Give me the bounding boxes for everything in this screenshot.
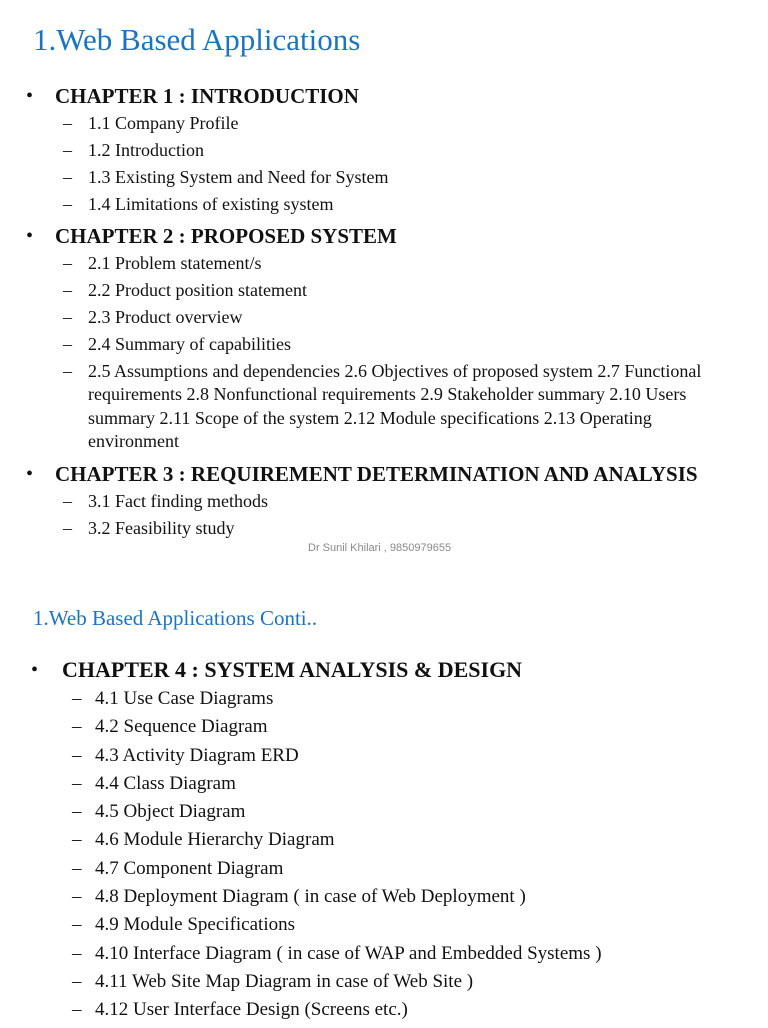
slide-2: [0, 590, 768, 1024]
subsection-item: [62, 771, 728, 796]
subsection-item: [62, 941, 728, 966]
bullet-icon: •: [26, 85, 34, 107]
subsection-list: [55, 490, 728, 540]
subsection-item: [62, 686, 728, 711]
dash-icon: –: [63, 517, 72, 538]
subsection-label: 2.1 Problem statement/s: [88, 253, 262, 274]
subsection-label: 4.9 Module Specifications: [95, 914, 295, 936]
subsection-label: 4.8 Deployment Diagram ( in case of Web Deployment ): [95, 886, 526, 908]
dash-icon: –: [72, 942, 82, 964]
subsection-item: [62, 827, 728, 852]
chapter-list: [0, 656, 768, 1028]
subsection-item: [62, 969, 728, 994]
subsection-label: 4.12 User Interface Design (Screens etc.): [95, 999, 408, 1021]
dash-icon: –: [63, 139, 72, 160]
dash-icon: –: [63, 306, 72, 327]
subsection-label: 2.4 Summary of capabilities: [88, 333, 291, 354]
subsection-list: [55, 252, 728, 454]
subsection-label: 1.3 Existing System and Need for System: [88, 166, 389, 187]
subsection-list: [55, 112, 728, 216]
subsection-item: [55, 193, 728, 217]
subsection-item: [55, 490, 728, 514]
subsection-item: [55, 166, 728, 190]
subsection-item: [55, 360, 728, 454]
dash-icon: –: [72, 914, 82, 936]
slide-footer: Dr Sunil Khilari , 9850979655: [308, 542, 452, 554]
subsection-item: [55, 517, 728, 541]
subsection-item: [62, 799, 728, 824]
subsection-item: [62, 743, 728, 768]
dash-icon: –: [72, 801, 82, 823]
chapter-item: [0, 460, 768, 540]
subsection-label: 4.2 Sequence Diagram: [95, 716, 268, 738]
subsection-label: 1.2 Introduction: [88, 139, 204, 160]
subsection-item: [55, 252, 728, 276]
slide-title: 1.Web Based Applications: [33, 22, 361, 57]
dash-icon: –: [72, 829, 82, 851]
bullet-icon: •: [31, 659, 39, 681]
subsection-label: 2.2 Product position statement: [88, 280, 307, 301]
dash-icon: –: [63, 253, 72, 274]
dash-icon: –: [72, 688, 82, 709]
chapter-heading: CHAPTER 1 : INTRODUCTION: [55, 84, 359, 108]
chapter-item: [0, 656, 768, 1022]
subsection-item: [55, 333, 728, 357]
subsection-item: [55, 112, 728, 136]
dash-icon: –: [72, 744, 82, 766]
subsection-item: [55, 139, 728, 163]
subsection-item: [62, 884, 728, 909]
chapter-item: [0, 222, 768, 454]
subsection-label: 2.3 Product overview: [88, 306, 243, 327]
dash-icon: –: [63, 166, 72, 187]
subsection-label: 1.4 Limitations of existing system: [88, 193, 334, 214]
dash-icon: –: [63, 280, 72, 301]
subsection-label: 4.1 Use Case Diagrams: [95, 688, 274, 709]
subsection-item: [62, 856, 728, 881]
chapter-item: [0, 82, 768, 216]
dash-icon: –: [72, 857, 82, 879]
subsection-label: 3.2 Feasibility study: [88, 517, 235, 538]
subsection-item: [55, 306, 728, 330]
dash-icon: –: [72, 772, 82, 794]
dash-icon: –: [63, 113, 72, 133]
subsection-label: 4.7 Component Diagram: [95, 857, 284, 879]
dash-icon: –: [63, 360, 72, 381]
bullet-icon: •: [26, 462, 34, 485]
slide-title: 1.Web Based Applications Conti..: [33, 606, 318, 630]
dash-icon: –: [72, 970, 82, 992]
subsection-label: 4.4 Class Diagram: [95, 772, 236, 794]
subsection-label: 4.6 Module Hierarchy Diagram: [95, 829, 335, 851]
subsection-label: 1.1 Company Profile: [88, 113, 239, 133]
subsection-item: [62, 997, 728, 1022]
subsection-item: [55, 279, 728, 303]
chapter-heading: CHAPTER 2 : PROPOSED SYSTEM: [55, 224, 397, 249]
bullet-icon: •: [26, 225, 34, 248]
subsection-label: 4.11 Web Site Map Diagram in case of Web Site ): [95, 970, 474, 992]
chapter-heading: CHAPTER 3 : REQUIREMENT DETERMINATION AND ANALYSIS: [55, 461, 698, 486]
chapter-heading: CHAPTER 4 : SYSTEM ANALYSIS & DESIGN: [62, 657, 523, 682]
subsection-item: [62, 912, 728, 937]
subsection-label: 4.3 Activity Diagram ERD: [95, 744, 299, 766]
dash-icon: –: [72, 716, 82, 738]
subsection-item: [62, 714, 728, 739]
dash-icon: –: [63, 490, 72, 511]
dash-icon: –: [72, 999, 82, 1021]
subsection-label: 2.5 Assumptions and dependencies 2.6 Objectives of proposed system 2.7 Functional requirements 2.8 Nonfunctional requirements 2.9 Stakeholder summary 2.10 Users summary 2.11 Scope of the system 2.12 Module specifications 2.13 Operating environment: [88, 360, 702, 452]
dash-icon: –: [63, 193, 72, 214]
subsection-label: 4.10 Interface Diagram ( in case of WAP and Embedded Systems ): [95, 942, 602, 964]
subsection-label: 4.5 Object Diagram: [95, 801, 246, 823]
subsection-label: 3.1 Fact finding methods: [88, 490, 268, 511]
dash-icon: –: [72, 886, 82, 908]
chapter-list: [0, 82, 768, 546]
subsection-list: [62, 686, 728, 1022]
dash-icon: –: [63, 333, 72, 354]
